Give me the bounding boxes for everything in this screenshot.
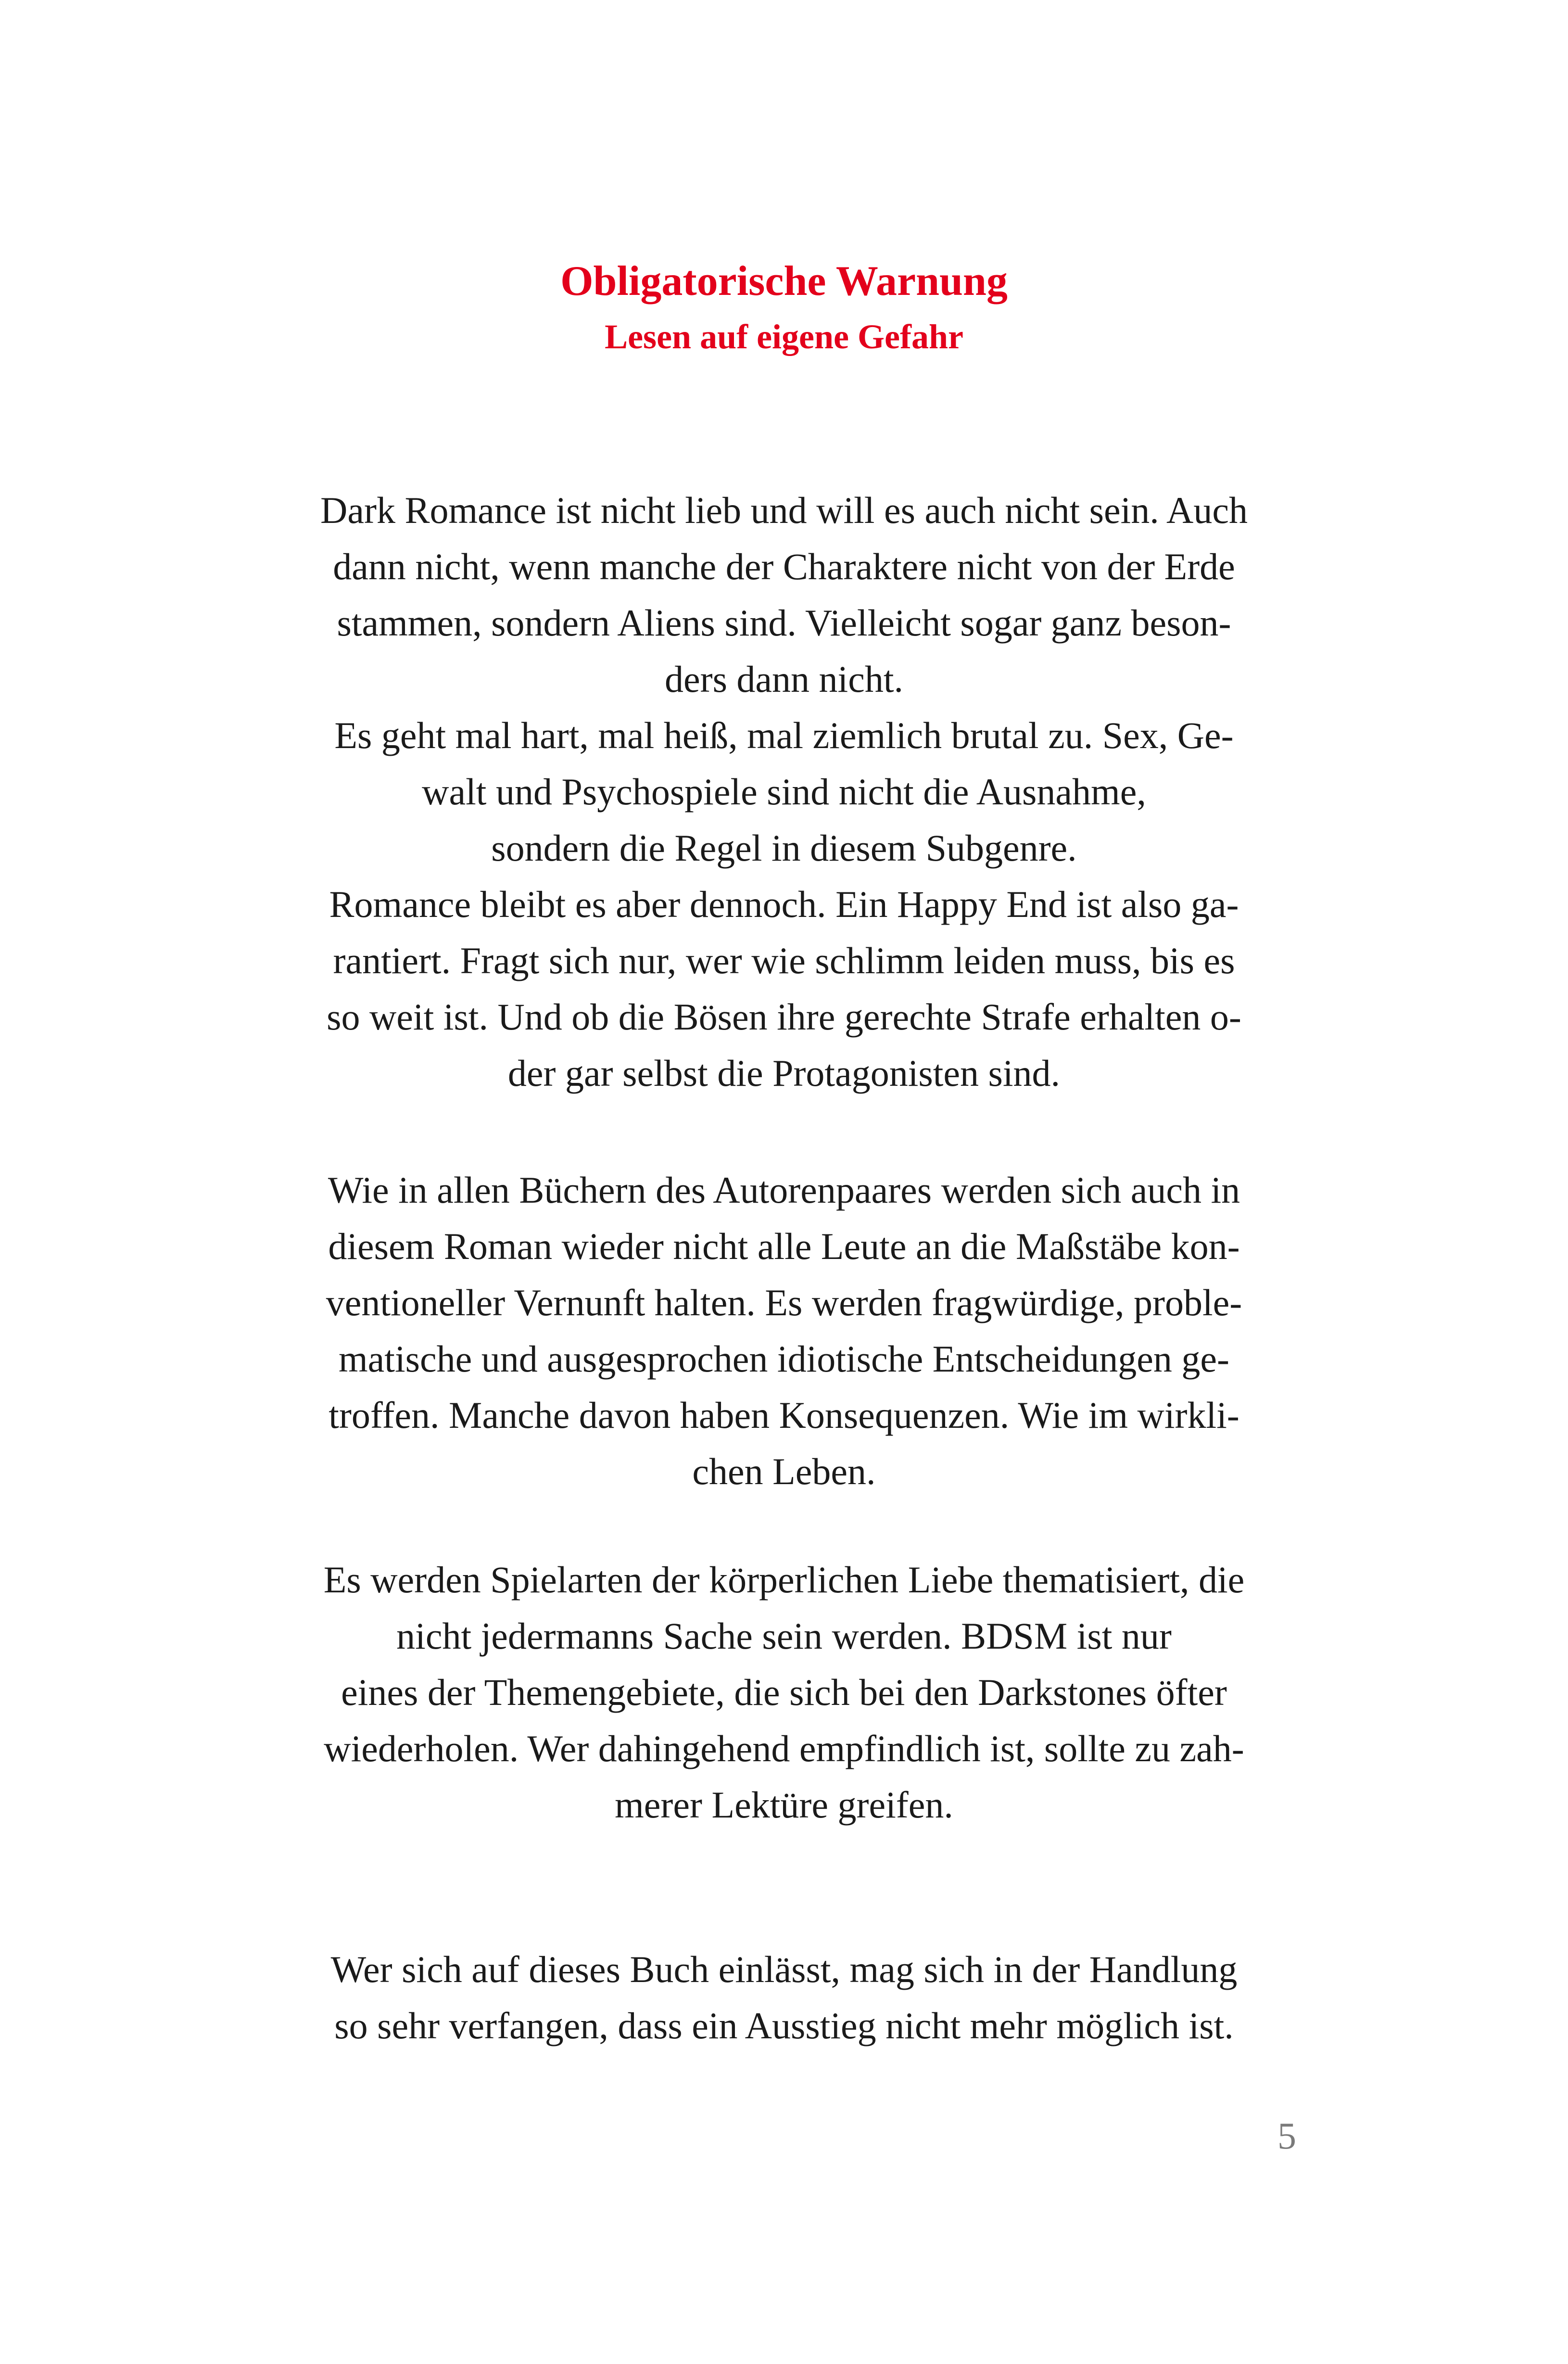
text-line: matische und ausgesprochen idiotische Entscheidungen ge-: [339, 1338, 1229, 1380]
text-line: ventioneller Vernunft halten. Es werden fragwürdige, proble-: [326, 1282, 1242, 1323]
warning-paragraph-1: [255, 482, 1313, 1101]
text-line: troffen. Manche davon haben Konsequenzen. Wie im wirkli-: [329, 1394, 1239, 1436]
text-line: stammen, sondern Aliens sind. Vielleicht sogar ganz beson-: [337, 602, 1231, 644]
text-line: Wer sich auf dieses Buch einlässt, mag sich in der Handlung: [330, 1948, 1238, 1990]
text-line: eines der Themengebiete, die sich bei den Darkstones öfter: [341, 1671, 1227, 1713]
page-number: 5: [1277, 2115, 1296, 2157]
page-subtitle: Lesen auf eigene Gefahr: [605, 318, 963, 356]
warning-paragraph-4: [255, 1941, 1313, 2054]
text-line: Es werden Spielarten der körperlichen Liebe thematisiert, die: [323, 1559, 1245, 1601]
warning-paragraph-2: [255, 1162, 1313, 1500]
text-line: chen Leben.: [692, 1450, 876, 1492]
text-line: der gar selbst die Protagonisten sind.: [507, 1052, 1061, 1094]
page-title: Obligatorische Warnung: [560, 258, 1008, 305]
text-line: Wie in allen Büchern des Autorenpaares werden sich auch in: [328, 1169, 1240, 1211]
text-line: Es geht mal hart, mal heiß, mal ziemlich brutal zu. Sex, Ge-: [334, 714, 1234, 756]
text-line: so sehr verfangen, dass ein Ausstieg nicht mehr möglich ist.: [334, 2005, 1234, 2046]
warning-paragraph-3: [255, 1551, 1313, 1833]
text-line: merer Lektüre greifen.: [615, 1784, 953, 1826]
text-line: diesem Roman wieder nicht alle Leute an die Maßstäbe kon-: [328, 1225, 1240, 1267]
text-line: rantiert. Fragt sich nur, wer wie schlimm leiden muss, bis es: [333, 940, 1235, 981]
text-line: so weit ist. Und ob die Bösen ihre gerechte Strafe erhalten o-: [327, 996, 1241, 1038]
text-line: wiederholen. Wer dahingehend empfindlich ist, sollte zu zah-: [324, 1728, 1244, 1769]
text-line: nicht jedermanns Sache sein werden. BDSM ist nur: [396, 1615, 1172, 1657]
heading-block: [0, 253, 1568, 363]
text-line: walt und Psychospiele sind nicht die Ausnahme,: [422, 771, 1146, 813]
text-line: dann nicht, wenn manche der Charaktere nicht von der Erde: [333, 546, 1235, 587]
text-line: Dark Romance ist nicht lieb und will es auch nicht sein. Auch: [320, 489, 1248, 531]
text-line: Romance bleibt es aber dennoch. Ein Happy End ist also ga-: [329, 883, 1239, 925]
text-line: sondern die Regel in diesem Subgenre.: [491, 827, 1077, 869]
text-line: ders dann nicht.: [664, 658, 904, 700]
